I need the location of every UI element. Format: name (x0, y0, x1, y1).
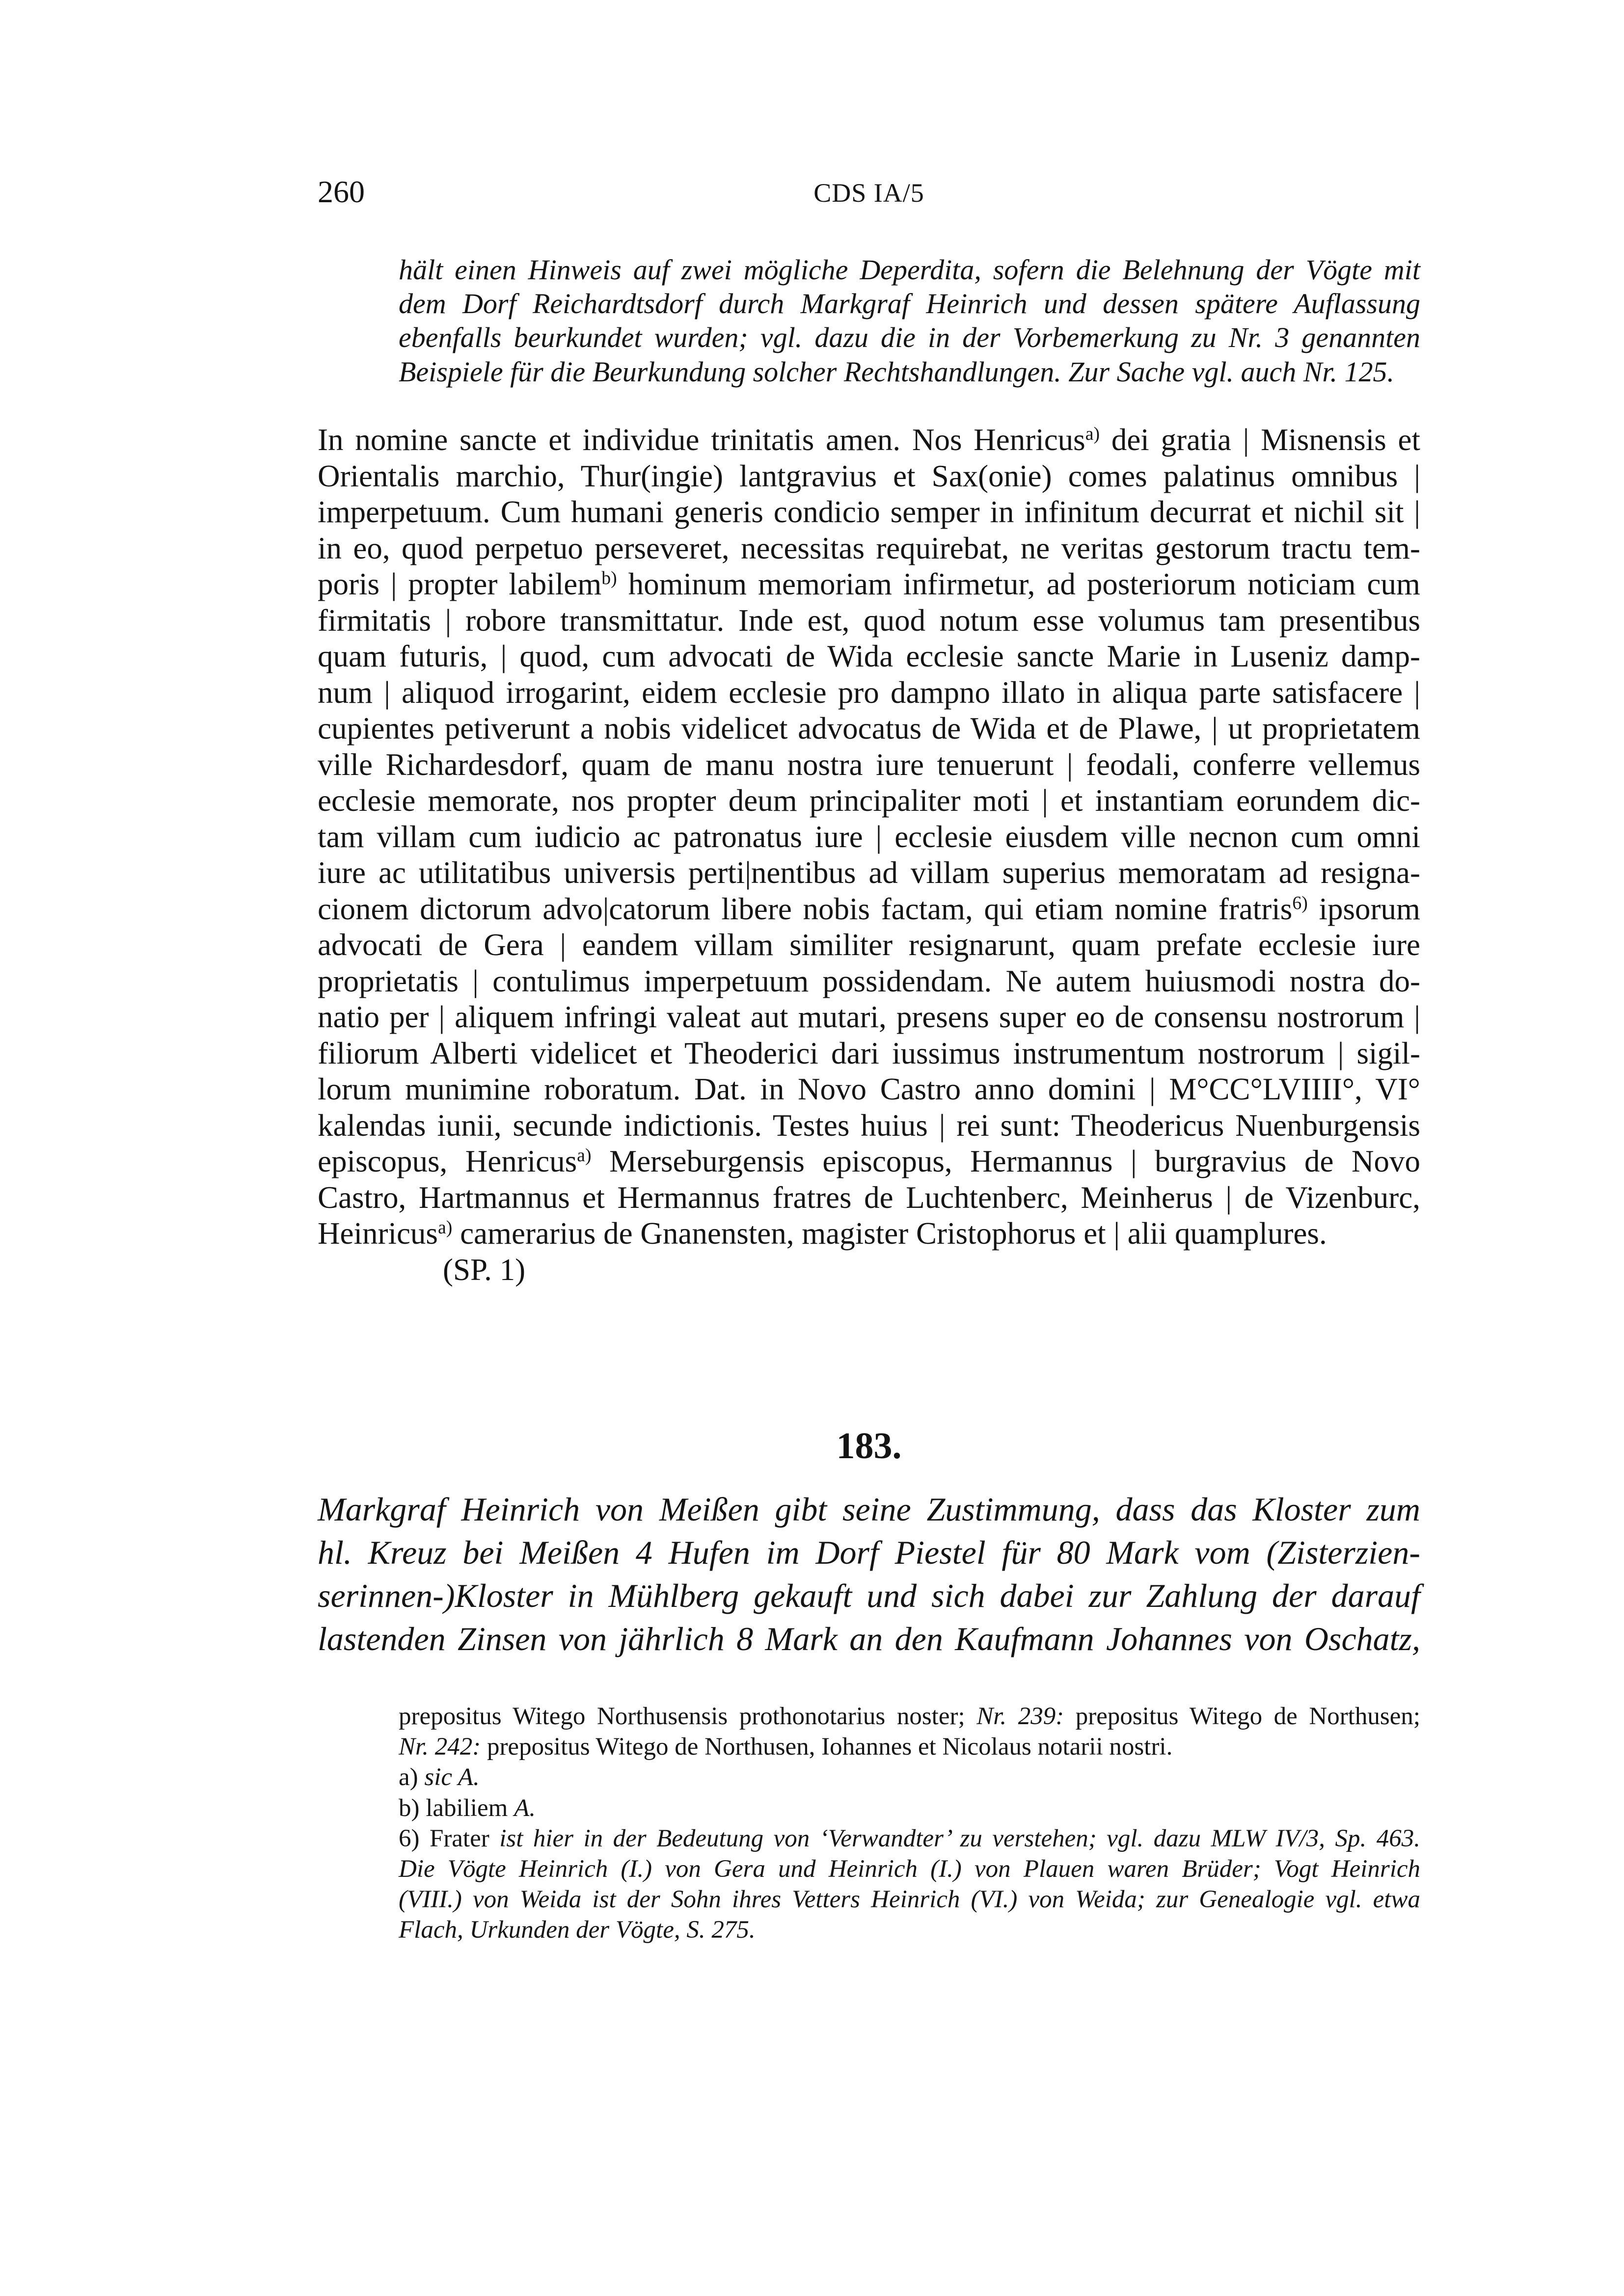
charter-line-text: cionem dictorum advo|catorum libere nobis factam, qui etiam nomine fratris (318, 891, 1293, 926)
charter-line: Orientalis marchio, Thur(ingie) lantgravius et Sax(onie) comes palatinus omnibus | (318, 458, 1420, 493)
charter-line: filiorum Alberti videlicet et Theoderici dari iussimus instrumentum nostrorum | sigil- (318, 1036, 1420, 1070)
charter-line: ecclesie memorate, nos propter deum principaliter moti | et instantiam eorundem dic- (318, 783, 1420, 818)
preliminary-note-line: hält einen Hinweis auf zwei mögliche Deperdita, sofern die Belehnung der Vögte mit (399, 254, 1420, 286)
charter-line (318, 1144, 1420, 1180)
charter-line-text: ipsorum (1307, 891, 1420, 926)
preliminary-note-line: Beispiele für die Beurkundung solcher Rechtshandlungen. Zur Sache vgl. auch Nr. 125. (399, 355, 1395, 388)
charter-line: in eo, quod perpetuo perseveret, necessitas requirebat, ne veritas gestorum tractu tem- (318, 531, 1420, 565)
regest-line: hl. Kreuz bei Meißen 4 Hufen im Dorf Piestel für 80 Mark vom (Zisterzien- (318, 1534, 1420, 1571)
footnote-reference: Nr. 239: (976, 1703, 1064, 1730)
footnote-line: Die Vögte Heinrich (I.) von Gera und Heinrich (I.) von Plauen waren Brüder; Vogt Heinrich (399, 1855, 1420, 1883)
footnote-line: Flach, Urkunden der Vögte, S. 275. (399, 1916, 756, 1944)
charter-line-text: In nomine sancte et individue trinitatis amen. Nos Henricus (318, 423, 1085, 457)
footnote-comment: sic A. (424, 1763, 480, 1791)
footnote-mark: a) (437, 1217, 453, 1238)
footnote-text: prepositus Witego de Northusen; (1064, 1703, 1421, 1730)
footnote-text: prepositus Witego de Northusen, Iohannes et Nicolaus notarii nostri. (481, 1733, 1173, 1761)
charter-line-text: hominum memoriam infirmetur, ad posteriorum noticiam cum (617, 567, 1420, 601)
charter-line (318, 422, 1420, 458)
document-regest (318, 1488, 1420, 1660)
charter-line: num | aliquod irrogarint, eidem ecclesie pro dampno illato in aliqua parte satisfacere | (318, 675, 1420, 710)
footnote-text: a) (399, 1763, 425, 1791)
footnote-6 (399, 1823, 1420, 1854)
regest-line: lastenden Zinsen von jährlich 8 Mark an den Kaufmann Johannes von Oschatz, (318, 1620, 1420, 1657)
footnote-comment: ist hier in der Bedeutung von ‘Verwandter’ zu verstehen; vgl. dazu MLW IV/3, Sp. 463. (499, 1824, 1420, 1852)
footnote-mark: 6) (1292, 892, 1308, 913)
preliminary-note-line: dem Dorf Reichardtsdorf durch Markgraf Heinrich und dessen spätere Auflassung (399, 288, 1420, 320)
document-number: 183. (836, 1425, 902, 1467)
running-header (318, 174, 1420, 210)
footnote-line (399, 1732, 1420, 1762)
footnote-text: 6) Frater (399, 1824, 500, 1852)
charter-line-text: Merseburgensis episcopus, Hermannus | burgravius de Novo (591, 1144, 1420, 1178)
footnote-mark: a) (577, 1145, 592, 1166)
charter-line (318, 566, 1420, 603)
charter-line (318, 891, 1420, 928)
charter-line: iure ac utilitatibus universis perti|nentibus ad villam superius memoratam ad resigna- (318, 855, 1420, 890)
charter-line: natio per | aliquem infringi valeat aut mutari, presens super eo de consensu nostrorum | (318, 1000, 1420, 1034)
charter-line: Castro, Hartmannus et Hermannus fratres de Luchtenberc, Meinherus | de Vizenburc, (318, 1180, 1420, 1215)
seal-note: (SP. 1) (443, 1252, 526, 1287)
footnote-text: prepositus Witego Northusensis prothonotarius noster; (399, 1703, 977, 1730)
footnote-line: (VIII.) von Weida ist der Sohn ihres Vetters Heinrich (VI.) von Weida; zur Genealogie vgl. etwa (399, 1886, 1420, 1914)
charter-line: firmitatis | robore transmittatur. Inde est, quod notum esse volumus tam presentibus (318, 603, 1420, 638)
preliminary-note (399, 253, 1420, 389)
charter-line-text: episcopus, Henricus (318, 1144, 577, 1178)
charter-line: cupientes petiverunt a nobis videlicet advocatus de Wida et de Plawe, | ut proprietatem (318, 711, 1420, 746)
charter-line: advocati de Gera | eandem villam similiter resignarunt, quam prefate ecclesie iure (318, 928, 1420, 962)
footnote-b (399, 1793, 1420, 1823)
preliminary-note-line: ebenfalls beurkundet wurden; vgl. dazu die in der Vorbemerkung zu Nr. 3 genannten (399, 321, 1420, 354)
page-number: 260 (318, 174, 365, 209)
footnote-comment: A. (514, 1794, 536, 1822)
charter-line: imperpetuum. Cum humani generis condicio semper in infinitum decurrat et nichil sit | (318, 495, 1420, 529)
footnote-text: b) labiliem (399, 1794, 514, 1822)
charter-line: ville Richardesdorf, quam de manu nostra iure tenuerunt | feodali, conferre vellemus (318, 747, 1420, 782)
footnote-reference: Nr. 242: (399, 1733, 481, 1761)
footnote-a (399, 1762, 1420, 1792)
charter-line-text: dei gratia | Misnensis et (1100, 423, 1420, 457)
footnote-mark: a) (1085, 424, 1100, 445)
footnote-mark: b) (601, 568, 617, 589)
charter-line: kalendas iunii, secunde indictionis. Testes huius | rei sunt: Theodericus Nuenburgensis (318, 1108, 1420, 1143)
charter-text (318, 422, 1420, 1288)
charter-line: quam futuris, | quod, cum advocati de Wida ecclesie sancte Marie in Luseniz damp- (318, 639, 1420, 673)
regest-line: serinnen-)Kloster in Mühlberg gekauft und sich dabei zur Zahlung der darauf (318, 1577, 1420, 1614)
running-title: CDS IA/5 (813, 178, 924, 208)
footnote-line (399, 1701, 1420, 1732)
charter-line-text: poris | propter labilem (318, 567, 602, 601)
charter-line: proprietatis | contulimus imperpetuum possidendam. Ne autem huiusmodi nostra do- (318, 963, 1420, 998)
regest-line: Markgraf Heinrich von Meißen gibt seine Zustimmung, dass das Kloster zum (318, 1491, 1420, 1528)
charter-line-text: Heinricus (318, 1216, 438, 1251)
charter-line-text: camerarius de Gnanensten, magister Cristophorus et | alii quamplures. (452, 1216, 1327, 1251)
footnotes (399, 1701, 1420, 1946)
charter-line: tam villam cum iudicio ac patronatus iure | ecclesie eiusdem ville necnon cum omni (318, 819, 1420, 854)
charter-line: lorum munimine roboratum. Dat. in Novo Castro anno domini | M°CC°LVIIII°, VI° (318, 1072, 1420, 1106)
charter-line (318, 1216, 1420, 1252)
